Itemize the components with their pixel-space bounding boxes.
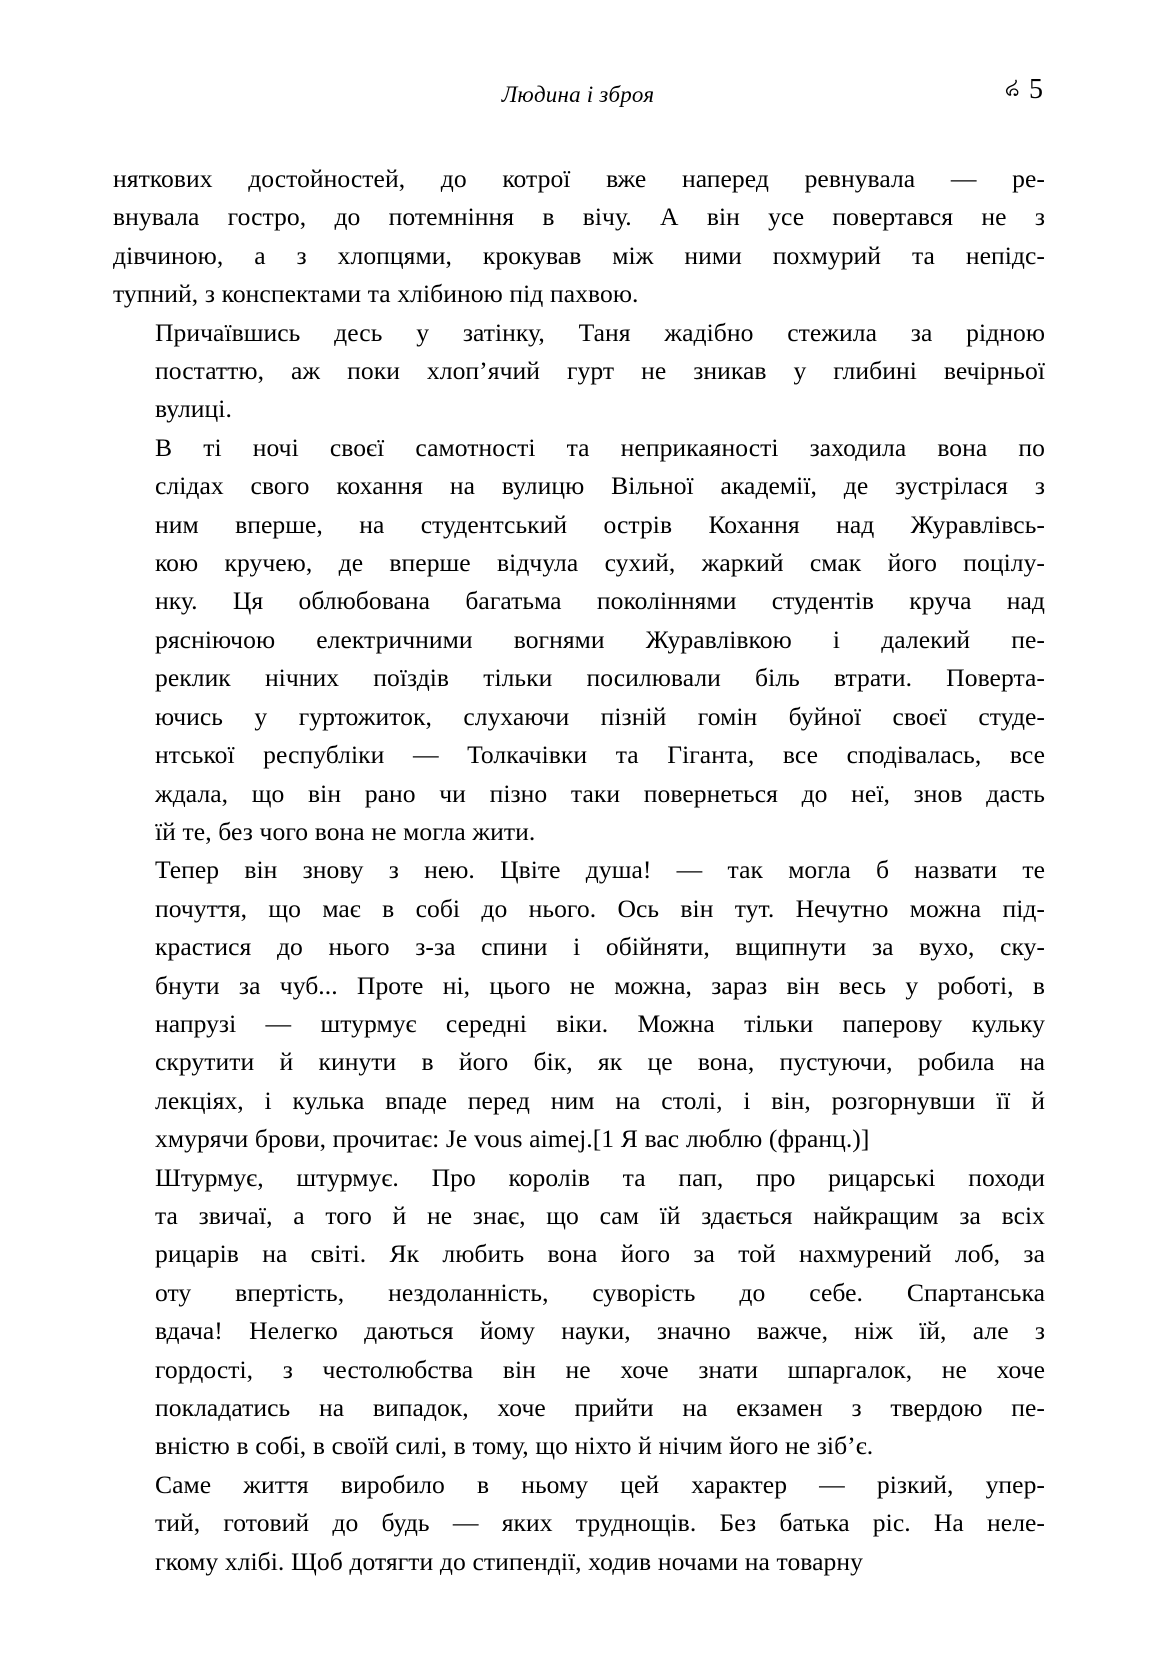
text-line: тий, готовий до будь — яких труднощів. Без батька ріс. На неле- — [155, 1508, 1045, 1538]
text-line: почуття, що має в собі до нього. Ось він тут. Нечутно можна під- — [155, 893, 1045, 923]
text-line: бнути за чуб... Проте ні, цього не можна, зараз він весь у роботі, в — [155, 970, 1045, 1000]
text-line: постаттю, аж поки хлоп’ячий гурт не зникав у глибині вечірньої — [155, 356, 1045, 386]
text-line: лекціях, і кулька впаде перед ним на столі, і він, розгорнувши її й — [155, 1085, 1045, 1115]
text-line: Штурмує, штурмує. Про королів та пап, про рицарські походи — [155, 1162, 1045, 1192]
text-line: вулиці. — [155, 394, 232, 424]
text-line: вдача! Нелегко даються йому науки, значно важче, ніж їй, але з — [155, 1316, 1045, 1346]
text-line: скрутити й кинути в його бік, як це вона, пустуючи, робила на — [155, 1047, 1045, 1077]
text-line: гордості, з честолюбства він не хоче знати шпаргалок, не хоче — [155, 1354, 1045, 1384]
flourish-ornament-icon: ৯ — [1003, 73, 1020, 102]
text-line: та звичаї, а того й не знає, що сам їй здається найкращим за всіх — [155, 1200, 1045, 1230]
paragraph — [113, 851, 1045, 1158]
paragraph — [113, 314, 1045, 429]
paragraph — [113, 1466, 1045, 1581]
running-head — [113, 73, 1043, 122]
text-line: реклик нічних поїздів тільки посилювали біль втрати. Поверта- — [155, 663, 1045, 693]
paragraph — [113, 1159, 1045, 1466]
text-line: їй те, без чого вона не могла жити. — [155, 816, 536, 846]
text-line: В ті ночі своєї самотності та неприкаяності заходила вона по — [155, 432, 1045, 462]
text-line: рясніючою електричними вогнями Журавлівкою і далекий пе- — [155, 624, 1045, 654]
text-line: Тепер він знову з нею. Цвіте душа! — так могла б назвати те — [155, 855, 1045, 885]
text-line: гкому хлібі. Щоб дотягти до стипендії, ходив ночами на товарну — [155, 1546, 863, 1576]
folio-group — [1003, 73, 1043, 105]
text-line: ждала, що він рано чи пізно таки повернеться до неї, знов дасть — [155, 778, 1045, 808]
text-line: дівчиною, а з хлопцями, крокував між ними похмурий та непідс- — [113, 240, 1045, 270]
text-line: слідах свого кохання на вулицю Вільної академії, де зустрілася з — [155, 471, 1045, 501]
text-line: ючись у гуртожиток, слухаючи пізній гомін буйної своєї студе- — [155, 701, 1045, 731]
text-line: Саме життя виробило в ньому цей характер — різкий, упер- — [155, 1469, 1045, 1499]
text-line: няткових достойностей, до котрої вже наперед ревнувала — ре- — [113, 164, 1045, 193]
text-line: хмурячи брови, прочитає: Je vous aimej.[1 Я вас люблю (франц.)] — [155, 1124, 870, 1154]
text-line: кою кручею, де вперше відчула сухий, жаркий смак його поцілу- — [155, 548, 1045, 578]
running-head-title: Людина і зброя — [501, 82, 655, 107]
text-line: напрузі — штурмує середні віки. Можна тільки паперову кульку — [155, 1008, 1045, 1038]
text-line: покладатись на випадок, хоче прийти на екзамен з твердою пе- — [155, 1393, 1045, 1422]
text-line: тупний, з конспектами та хлібиною під пахвою. — [113, 279, 639, 309]
page-number: 5 — [1029, 74, 1043, 105]
text-line: Причаївшись десь у затінку, Таня жадібно стежила за рідною — [155, 317, 1045, 347]
text-line: внувала гостро, до потемніння в вічу. А він усе повертався не з — [113, 202, 1045, 232]
text-line: оту впертість, нездоланність, суворість до себе. Спартанська — [155, 1277, 1045, 1307]
text-line: крастися до нього з-за спини і обійняти, вщипнути за вухо, ску- — [155, 932, 1045, 962]
text-line: вністю в собі, в своїй силі, в тому, що ніхто й нічим його не зіб’є. — [155, 1431, 874, 1461]
text-line: нтської республіки — Толкачівки та Гіганта, все сподівалась, все — [155, 740, 1045, 770]
paragraph — [113, 429, 1045, 851]
paragraph — [113, 160, 1045, 314]
body-text-block — [113, 160, 1045, 1581]
text-line: рицарів на світі. Як любить вона його за той нахмурений лоб, за — [155, 1239, 1045, 1269]
text-line: ним вперше, на студентський острів Кохання над Журавлівсь- — [155, 509, 1045, 539]
text-line: нку. Ця облюбована багатьма поколіннями студентів круча над — [155, 586, 1045, 616]
